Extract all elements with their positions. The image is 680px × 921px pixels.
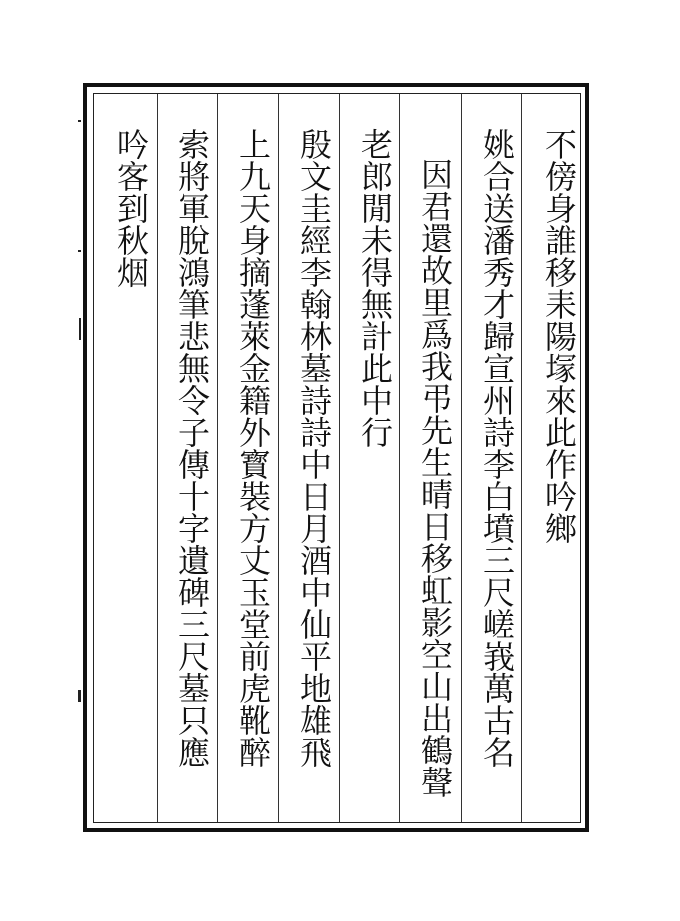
gutter-mark <box>78 250 81 252</box>
text-column-6: 上九天身摘蓬萊金籍外寳裝方丈玉堂前虎靴醉 <box>234 128 272 768</box>
text-column-7: 索將軍脫鴻筆悲無令子傳十字遺碑三尺墓只應 <box>173 128 211 768</box>
text-column-5: 殷文圭經李翰林墓詩詩中日月酒中仙平地雄飛 <box>295 128 333 768</box>
text-column-1: 不傍身誰移耒陽塜來此作吟鄉 <box>540 128 578 544</box>
column-rule <box>461 94 462 822</box>
text-column-8: 吟客到秋烟 <box>112 128 150 288</box>
text-column-2: 姚合送潘秀才歸宣州詩李白墳三尺嵯峩萬古名 <box>478 128 516 768</box>
column-rule <box>278 94 279 822</box>
gutter-mark <box>78 120 81 122</box>
column-rule <box>217 94 218 822</box>
column-rule <box>339 94 340 822</box>
gutter-mark <box>79 318 81 340</box>
gutter-mark <box>78 690 81 702</box>
text-column-3: 因君還故里爲我弔先生晴日移虹影空山出鶴聲 <box>416 158 454 798</box>
text-column-4: 老郎閒未得無計此中行 <box>356 128 394 448</box>
column-rule <box>157 94 158 822</box>
